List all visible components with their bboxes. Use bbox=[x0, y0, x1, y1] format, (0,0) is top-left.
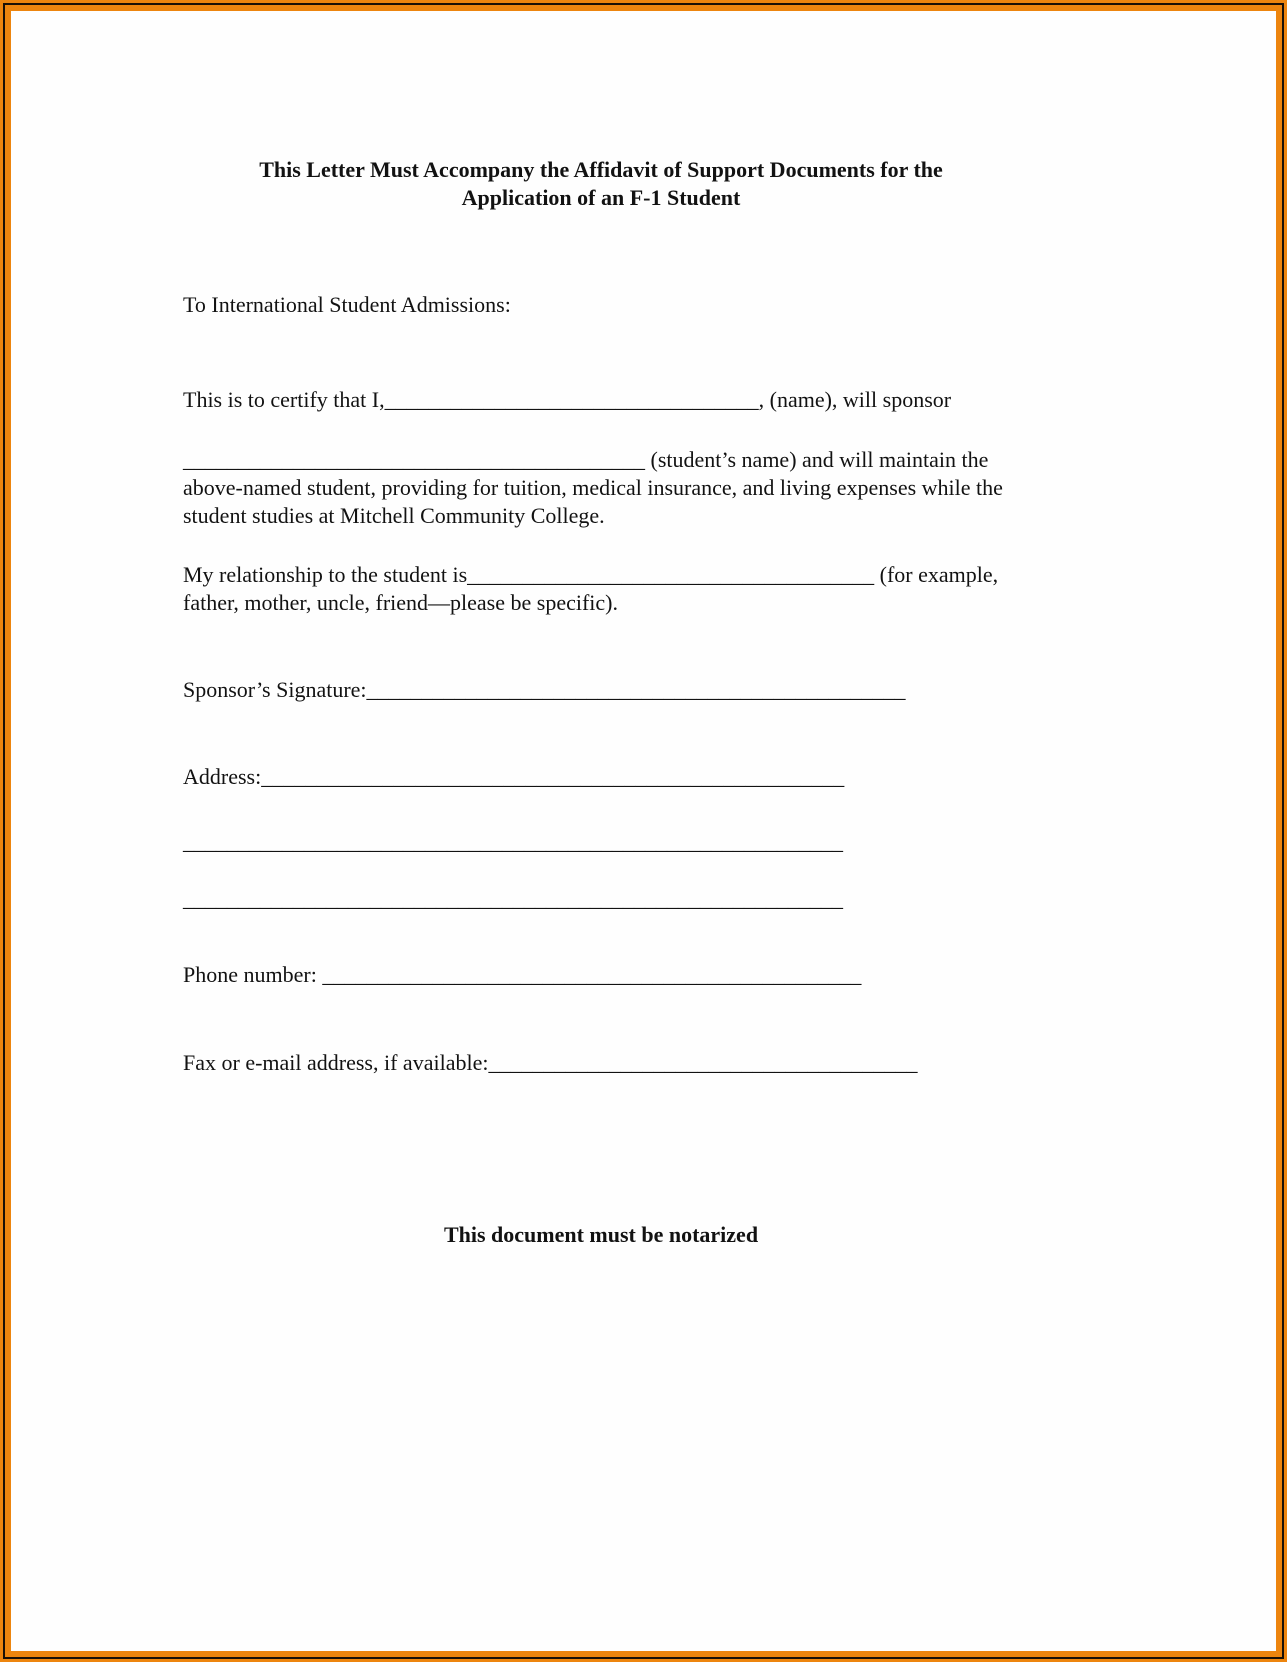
page-border-orange-frame bbox=[5, 5, 1282, 1657]
fax-email-blank: _______________________________________ bbox=[488, 1050, 918, 1075]
salutation: To International Student Admissions: bbox=[183, 292, 511, 317]
address-blank-row3 bbox=[183, 885, 1019, 913]
letter-body bbox=[11, 11, 1276, 1249]
fax-email-row bbox=[183, 1049, 1019, 1077]
student-name-blank: __________________________________________ bbox=[183, 447, 645, 472]
address-label: Address: bbox=[183, 764, 262, 789]
address-blank-line3: ____________________________________________________________ bbox=[183, 886, 843, 911]
sponsor-signature-row bbox=[183, 676, 1019, 704]
maintain-paragraph bbox=[183, 446, 1019, 530]
page-border-black-line bbox=[3, 3, 1284, 1659]
relationship-suffix: (for example, father, mother, uncle, friend—please be specific). bbox=[183, 562, 999, 615]
relationship-paragraph bbox=[183, 561, 1019, 617]
fax-email-label: Fax or e-mail address, if available: bbox=[183, 1050, 489, 1075]
certify-suffix: , (name), will sponsor bbox=[758, 387, 952, 412]
address-blank-row2 bbox=[183, 828, 1019, 856]
certify-prefix: This is to certify that I, bbox=[183, 387, 385, 412]
phone-label: Phone number: bbox=[183, 962, 323, 987]
notarize-notice: This document must be notarized bbox=[443, 1222, 759, 1247]
sponsor-signature-label: Sponsor’s Signature: bbox=[183, 677, 367, 702]
relationship-prefix: My relationship to the student is bbox=[183, 562, 468, 587]
sponsor-signature-blank: _________________________________________________ bbox=[366, 677, 906, 702]
document-title-line2: Application of an F-1 Student bbox=[461, 185, 741, 210]
document-title-line1: This Letter Must Accompany the Affidavit of Support Documents for the bbox=[259, 157, 943, 182]
sponsor-name-blank: __________________________________ bbox=[384, 387, 759, 412]
document-title bbox=[183, 156, 1019, 212]
relationship-blank: _____________________________________ bbox=[467, 562, 875, 587]
maintain-text: (student’s name) and will maintain the above-named student, providing for tuition, medical insurance, and living expenses while the student studies at Mitchell Community College. bbox=[183, 447, 1003, 528]
address-blank-line2: ____________________________________________________________ bbox=[183, 829, 843, 854]
address-row bbox=[183, 763, 1019, 791]
address-blank-line1: _____________________________________________________ bbox=[261, 764, 845, 789]
certify-paragraph bbox=[183, 386, 1019, 414]
phone-blank: _________________________________________________ bbox=[322, 962, 862, 987]
phone-row bbox=[183, 961, 1019, 989]
